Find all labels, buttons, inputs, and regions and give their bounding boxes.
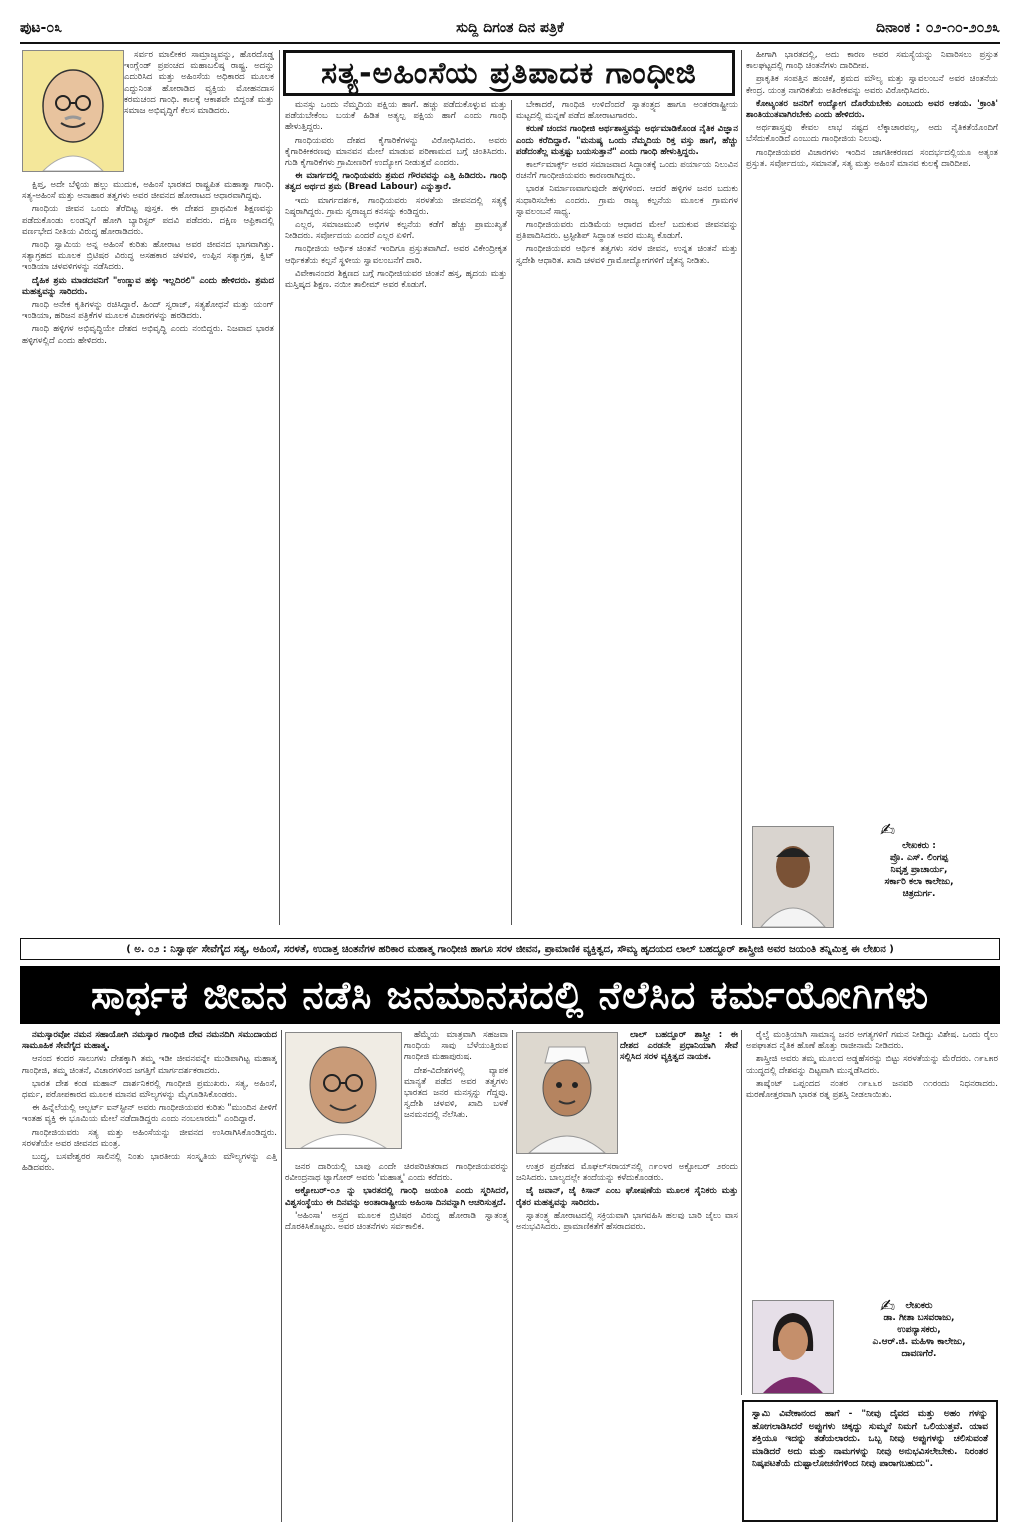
paragraph: ಗಾಂಧೀಜಿಯವರು ಸತ್ಯ ಮತ್ತು ಅಹಿಂಸೆಯನ್ನು ಜೀವನದ ಉಸಿರಾಗಿಸಿಕೊಂಡಿದ್ದರು. ಸರಳತೆಯೇ ಅವರ ಜೀವನದ ಮಂತ್ರ. [22,1127,277,1149]
paragraph: ಗಾಂಧಿಯ ಜೀವನ ಒಂದು ತೆರೆದಿಟ್ಟ ಪುಸ್ತಕ. ಈ ದೇಶದ ಪ್ರಾಥಮಿಕ ಶಿಕ್ಷಣವನ್ನು ಪಡೆದುಕೊಂಡು ಲಂಡನ್ನಿಗೆ ಹೋಗಿ ಬ್ಯಾರಿಸ್ಟರ್ ಪದವಿ ಪಡೆದರು. ದಕ್ಷಿಣ ಆಫ್ರಿಕಾದಲ್ಲಿ ವರ್ಣಭೇದ ನೀತಿಯ ವಿರುದ್ಧ ಹೋರಾಡಿದರು. [22,204,274,237]
author-label: ಲೇಖಕರು [905,1301,933,1311]
article1-col-left [22,180,274,922]
shastri-portrait [516,1032,618,1154]
author1-photo [752,826,834,928]
gandhi-portrait-icon [23,51,123,171]
article1-col-mid [285,100,507,922]
paragraph: ತಾಷ್ಕೆಂಟ್ ಒಪ್ಪಂದದ ನಂತರ ೧೯೬೬ರ ಜನವರಿ ೧೧ರಂದು ನಿಧನರಾದರು. ಮರಣೋತ್ತರವಾಗಿ ಭಾರತ ರತ್ನ ಪ್ರಶಸ್ತಿ ನೀಡಲಾಯಿತು. [746,1078,998,1101]
paragraph: ದೇಶ-ವಿದೇಶಗಳಲ್ಲಿ ವ್ಯಾಪಕ ಮಾನ್ಯತೆ ಪಡೆದ ಅವರ ತತ್ವಗಳು ಭಾರತದ ಜನರ ಮನಸ್ಸನ್ನು ಗೆದ್ದವು. ಸ್ವದೇಶಿ ಚಳವಳಿ, ಖಾದಿ ಬಳಕೆ ಜನಮನದಲ್ಲಿ ನೆಲೆಸಿತು. [404,1065,508,1121]
paragraph: ಅಕ್ಟೋಬರ್-೦೨ ನ್ನು ಭಾರತದಲ್ಲಿ ಗಾಂಧಿ ಜಯಂತಿ ಎಂದು ಸ್ಮರಿಸಿದರೆ, ವಿಶ್ವಸಂಸ್ಥೆಯು ಈ ದಿನವನ್ನು ಅಂತಾರಾಷ್ಟ್ರೀಯ ಅಹಿಂಸಾ ದಿನವನ್ನಾಗಿ ಆಚರಿಸುತ್ತದೆ. [285,1186,509,1208]
paragraph: ಇದು ಮಾರ್ಗದರ್ಶಕ, ಗಾಂಧಿಯವರು ಸರಳತೆಯ ಜೀವನದಲ್ಲಿ ಸತ್ಯಕ್ಕೆ ನಿಷ್ಠರಾಗಿದ್ದರು. ಗ್ರಾಮ ಸ್ವರಾಜ್ಯದ ಕನಸನ್ನು ಕಂಡಿದ್ದರು. [285,195,507,217]
article2-col2 [285,1162,509,1522]
paragraph: ಎಲ್ಲರ, ಸಮಾಜಮುಖಿ ಅಭಿಗಳ ಕಲ್ಪನೆಯ ಕಡೆಗೆ ಹೆಚ್ಚು ಪ್ರಾಮುಖ್ಯತೆ ನೀಡಿದರು. ಸರ್ವೋದಯ ಎಂದರೆ ಎಲ್ಲರ ಏಳಿಗೆ. [285,220,507,242]
article1-col-right-mid [516,100,738,922]
paragraph: ವಿವೇಕಾನಂದರ ಶಿಕ್ಷಣದ ಬಗ್ಗೆ ಗಾಂಧೀಜಿಯವರ ಚಿಂತನೆ ಹಸ್ತ, ಹೃದಯ ಮತ್ತು ಮಸ್ತಿಷ್ಕದ ಶಿಕ್ಷಣ. ನಯೀ ತಾಲೀಮ್ ಅವರ ಕೊಡುಗೆ. [285,268,507,291]
pen-icon: ✍ [880,820,896,841]
paragraph: ಕಾರ್ಲ್‌ಮಾರ್ಕ್ಸ್ ಅವರ ಸಮಾಜವಾದ ಸಿದ್ಧಾಂತಕ್ಕೆ ಒಂದು ಪರ್ಯಾಯ ನಿಲುವಿನ ರಚನೆಗೆ ಗಾಂಧೀಜಿಯವರು ಕಾರಣರಾಗಿದ್ದರು. [516,160,738,182]
author-name: ಪ್ರೊ. ಎಸ್. ಲಿಂಗಪ್ಪ [889,853,949,863]
vivekananda-quote-box: ಸ್ವಾಮಿ ವಿವೇಕಾನಂದ ಹಾಗೆ - "ನೀವು ದೈವದ ಮತ್ತು ಅಹಂ ಗಳನ್ನು ಹೋಗಲಾಡಿಸಿದರೆ ಅಪ್ಪುಗಳು ಚಿಕ್ಕದ್ದು ಸುಮ್ಮನೆ ನಿಮಗೆ ಒಲಿಯುತ್ತವೆ. ಯಾವ ಶಕ್ತಿಯೂ ಇದನ್ನು ತಡೆಯಲಾರದು. ಒಬ್ಬ ನೀವು ಅಪ್ಪುಗಳನ್ನು ಚಲಿಸುವಂತೆ ಮಾಡಿದರೆ ಅದು ಮತ್ತು ನಾಮಗಳನ್ನು ನೀವು ಅನುಭವಿಸಲೇಬೇಕು. ನಿರಂತರ ನಿಷ್ಕಪಟತೆಯೆ ದುಷ್ಟಾಲೋಚನೆಗಳಿಂದ ನೀವು ಪಾರಾಗಬಹುದು". [742,1400,998,1522]
paragraph: ರೈಲ್ವೆ ಮಂತ್ರಿಯಾಗಿ ಸಾಮಾನ್ಯ ಜನರ ಅಗತ್ಯಗಳಿಗೆ ಗಮನ ನೀಡಿದ್ದು ವಿಶೇಷ. ಒಂದು ರೈಲು ಅಪಘಾತದ ನೈತಿಕ ಹೊಣೆ ಹೊತ್ತು ರಾಜೀನಾಮೆ ನೀಡಿದರು. [746,1030,998,1052]
author2-byline [840,1300,998,1360]
paragraph: ಆನಂದ ಕಂದರ ಸಾಲುಗಳು ದೇಶಕ್ಕಾಗಿ ತಮ್ಮ ಇಡೀ ಜೀವನವನ್ನೇ ಮುಡಿಪಾಗಿಟ್ಟ ಮಹಾತ್ಮ ಗಾಂಧೀಜಿ, ತಮ್ಮ ಚಿಂತನೆ, ವಿಚಾರಗಳಿಂದ ಜಗತ್ತಿಗೆ ಮಾರ್ಗದರ್ಶಕರಾದರು. [22,1054,277,1076]
gandhi-portrait-icon [286,1033,401,1148]
column-divider [741,1030,742,1395]
paragraph: ಈ ಹಿನ್ನೆಲೆಯಲ್ಲಿ ಆಲ್ಬರ್ಟ್ ಐನ್‌ಸ್ಟೀನ್ ಅವರು ಗಾಂಧೀಜಿಯವರ ಕುರಿತು "ಮುಂದಿನ ಪೀಳಿಗೆ ಇಂತಹ ವ್ಯಕ್ತಿ ಈ ಭೂಮಿಯ ಮೇಲೆ ನಡೆದಾಡಿದ್ದರು ಎಂದು ನಂಬಲಾರದು" ಎಂದಿದ್ದಾರೆ. [22,1103,277,1125]
paragraph: ಲಾಲ್ ಬಹದ್ದೂರ್ ಶಾಸ್ತ್ರೀ : ಈ ದೇಶದ ಎರಡನೇ ಪ್ರಧಾನಿಯಾಗಿ ಸೇವೆ ಸಲ್ಲಿಸಿದ ಸರಳ ವ್ಯಕ್ತಿತ್ವದ ನಾಯಕ. [620,1030,738,1063]
paragraph: ದೈಹಿಕ ಶ್ರಮ ಮಾಡದವನಿಗೆ "ಉಣ್ಣುವ ಹಕ್ಕು ಇಲ್ಲದಿರಲಿ" ಎಂದು ಹೇಳಿದರು. ಶ್ರಮದ ಮಹತ್ವವನ್ನು ಸಾರಿದರು. [22,275,274,297]
column-divider [511,100,512,925]
article2-headline-banner: ಸಾರ್ಥಕ ಜೀವನ ನಡೆಸಿ ಜನಮಾನಸದಲ್ಲಿ ನೆಲೆಸಿದ ಕರ್ಮಯೋಗಿಗಳು [20,966,1000,1024]
paragraph: ಈ ಮಾರ್ಗದಲ್ಲಿ ಗಾಂಧಿಯವರು ಶ್ರಮದ ಗೌರವವನ್ನು ಎತ್ತಿ ಹಿಡಿದರು. ಗಾಂಧಿ ತತ್ವದ ಅರ್ಥದ ಶ್ರಮ (Bread Labour) ಎನ್ನುತ್ತಾರೆ. [285,171,507,193]
author-label: ಲೇಖಕರು : [902,841,936,851]
article2-subtitle-strip: ( ಅ. ೦೨ : ನಿಸ್ವಾರ್ಥ ಸೇವೆಗೈದ ಸತ್ಯ, ಅಹಿಂಸೆ, ಸರಳತೆ, ಉದಾತ್ತ ಚಿಂತನೆಗಳ ಹರಿಕಾರ ಮಹಾತ್ಮ ಗಾಂಧೀಜಿ ಹಾಗೂ ಸರಳ ಜೀವನ, ಪ್ರಾಮಾಣಿಕ ವ್ಯಕ್ತಿತ್ವದ, ಸೌಮ್ಯ ಹೃದಯದ ಲಾಲ್ ಬಹದ್ದೂರ್ ಶಾಸ್ತ್ರೀಜಿ ಅವರ ಜಯಂತಿ ತನ್ನಿಮಿತ್ತ ಈ ಲೇಖನ ) [20,938,1000,960]
article2-col3 [620,1030,738,1160]
paragraph: ಭಾರತ ನಿರ್ಮಾಣವಾಗುವುದೇ ಹಳ್ಳಿಗಳಿಂದ. ಆದರೆ ಹಳ್ಳಿಗಳ ಜನರ ಬದುಕು ಸುಧಾರಿಸಬೇಕು ಎಂದರು. ಗ್ರಾಮ ರಾಜ್ಯ ಕಲ್ಪನೆಯ ಮೂಲಕ ಗ್ರಾಮಗಳ ಸ್ವಾವಲಂಬನೆ ಸಾಧ್ಯ. [516,184,738,217]
paragraph: ಗಾಂಧೀಜಿಯ ಆರ್ಥಿಕ ಚಿಂತನೆ ಇಂದಿಗೂ ಪ್ರಸ್ತುತವಾಗಿದೆ. ಅವರ ವಿಕೇಂದ್ರೀಕೃತ ಆರ್ಥಿಕತೆಯ ಕಲ್ಪನೆ ಸ್ಥಳೀಯ ಸ್ವಾವಲಂಬನೆಗೆ ದಾರಿ. [285,244,507,266]
paragraph: ಕೋಟ್ಯಂತರ ಜನರಿಗೆ ಉದ್ಯೋಗ ದೊರೆಯಬೇಕು ಎಂಬುದು ಅವರ ಆಶಯ. 'ಕ್ರಾಂತಿ' ಶಾಂತಿಯುತವಾಗಿರಬೇಕು ಎಂದು ಹೇಳಿದರು. [746,98,998,121]
pen-icon: ✍ [880,1296,896,1317]
paragraph: ಜೈ ಜವಾನ್, ಜೈ ಕಿಸಾನ್ ಎಂಬ ಘೋಷಣೆಯ ಮೂಲಕ ಸೈನಿಕರು ಮತ್ತು ರೈತರ ಮಹತ್ವವನ್ನು ಸಾರಿದರು. [516,1186,738,1208]
column-divider [741,50,742,925]
author-college: ಎ.ಆರ್.ಜಿ. ಮಹಿಳಾ ಕಾಲೇಜು, [872,1337,966,1347]
page-header [20,14,1000,44]
paragraph: ಗಾಂಧೀಜಿಯವರ ಆರ್ಥಿಕ ತತ್ವಗಳು ಸರಳ ಜೀವನ, ಉನ್ನತ ಚಿಂತನೆ ಮತ್ತು ಸ್ವದೇಶಿ ಆಧಾರಿತ. ಖಾದಿ ಚಳವಳಿ ಗ್ರಾಮೋದ್ಯೋಗಗಳಿಗೆ ಚೈತನ್ಯ ನೀಡಿತು. [516,244,738,266]
paragraph: ಜನರ ದಾರಿಯಲ್ಲಿ ಬಾಪು ಎಂದೇ ಚಿರಪರಿಚಿತರಾದ ಗಾಂಧೀಜಿಯವರನ್ನು ರವೀಂದ್ರನಾಥ ಟ್ಯಾಗೋರ್ ಅವರು 'ಮಹಾತ್ಮ' ಎಂದು ಕರೆದರು. [285,1162,509,1184]
paragraph: ಹೀಗಾಗಿ ಭಾರತದಲ್ಲಿ, ಅದು ಕಾರಣ ಅವರ ಸಮಸ್ಯೆಯನ್ನು ನಿವಾರಿಸಲು ಪ್ರಸ್ತುತ ಕಾಲಘಟ್ಟದಲ್ಲಿ ಗಾಂಧಿ ಚಿಂತನೆಗಳು ದಾರಿದೀಪ. [746,50,998,72]
paragraph: ಗಾಂಧಿ ಹಳ್ಳಿಗಳ ಅಭಿವೃದ್ಧಿಯೇ ದೇಶದ ಅಭಿವೃದ್ಧಿ ಎಂದು ನಂಬಿದ್ದರು. ನಿಜವಾದ ಭಾರತ ಹಳ್ಳಿಗಳಲ್ಲಿದೆ ಎಂದು ಹೇಳಿದರು. [22,324,274,346]
article1-col-far-right [746,50,998,820]
article2-col1 [22,1030,277,1522]
paragraph: ಹೆಮ್ಮೆಯ ಮಾತ್ರವಾಗಿ ಸಹಜವಾ ಗಾಂಧಿಯ ಸಾವು ಬೆಳೆಯುತ್ತಿರುವ ಗಾಂಧೀಜಿ ಮಹಾಪುರುಷ. [404,1030,508,1063]
gandhi-portrait-top [22,50,124,172]
page-date: ದಿನಾಂಕ : ೦೨-೧೦-೨೦೨೩ [876,20,1000,36]
paragraph: ಕರುಣೆ ಚಂದನ ಗಾಂಧೀಜಿ ಅರ್ಥಶಾಸ್ತ್ರವನ್ನು ಅರ್ಥಮಾಡಿಕೊಂಡ ನೈತಿಕ ವಿಜ್ಞಾನ ಎಂದು ಕರೆದಿದ್ದಾರೆ. "ಮನುಷ್ಯ ಒಂದು ನೆಮ್ಮದಿಯ ರಿಕ್ತ ವಸ್ತು ಹಾಗೆ, ಹೆಚ್ಚು ಪಡೆದಂತೆಲ್ಲ ಮತ್ತಷ್ಟು ಬಯಸುತ್ತಾನೆ" ಎಂದು ಗಾಂಧಿ ಹೇಳುತ್ತಿದ್ದರು. [516,124,738,157]
paragraph: ಗಾಂಧಿ ಸ್ವಾಮಿಯ ಅನ್ನ ಅಹಿಂಸೆ ಕುರಿತು ಹೋರಾಟ ಅವರ ಜೀವನದ ಭಾಗವಾಗಿತ್ತು. ಸತ್ಯಾಗ್ರಹದ ಮೂಲಕ ಬ್ರಿಟಿಷರ ವಿರುದ್ಧ ಅಸಹಕಾರ ಚಳವಳಿ, ಉಪ್ಪಿನ ಸತ್ಯಾಗ್ರಹ, ಕ್ವಿಟ್ ಇಂಡಿಯಾ ಚಳವಳಿಗಳನ್ನು ನಡೆಸಿದರು. [22,240,274,273]
paragraph: ಕ್ಷಿಪ್ತ, ಅದೇ ಬೆಳ್ಳಿಯ ಹಲ್ಲು ಮುದುಕ, ಅಹಿಂಸೆ ಭಾರತದ ರಾಷ್ಟ್ರಪಿತ ಮಹಾತ್ಮಾ ಗಾಂಧಿ. ಸತ್ಯ-ಅಹಿಂಸೆ ಮತ್ತು ಅನಾಹಾರ ತತ್ವಗಳು ಅವರ ಜೀವನದ ಹೋರಾಟದ ಆಧಾರವಾಗಿದ್ದವು. [22,180,274,202]
paragraph: ಗಾಂಧೀಜಿಯವರ ವಿಚಾರಗಳು ಇಂದಿನ ಜಾಗತೀಕರಣದ ಸಂದರ್ಭದಲ್ಲಿಯೂ ಅತ್ಯಂತ ಪ್ರಸ್ತುತ. ಸರ್ವೋದಯ, ಸಮಾನತೆ, ಸತ್ಯ ಮತ್ತು ಅಹಿಂಸೆ ಮಾನವ ಕುಲಕ್ಕೆ ದಾರಿದೀಪ. [746,147,998,169]
article2-col4 [746,1030,998,1292]
author-name: ಡಾ. ಗೀತಾ ಬಸವರಾಜು, [883,1313,955,1323]
author-city: ದಾವಣಗೆರೆ. [901,1349,937,1359]
paragraph: ಪ್ರಾಕೃತಿಕ ಸಂಪತ್ತಿನ ಹಂಚಿಕೆ, ಶ್ರಮದ ಮೌಲ್ಯ ಮತ್ತು ಸ್ವಾವಲಂಬನೆ ಅವರ ಚಿಂತನೆಯ ಕೇಂದ್ರ. ಯಂತ್ರ ನಾಗರಿಕತೆಯ ಅತಿರೇಕವನ್ನು ಅವರು ವಿರೋಧಿಸಿದರು. [746,74,998,96]
paragraph: 'ಅಹಿಂಸಾ' ಅಸ್ತ್ರದ ಮೂಲಕ ಬ್ರಿಟಿಷರ ವಿರುದ್ಧ ಹೋರಾಡಿ ಸ್ವಾತಂತ್ರ್ಯ ದೊರಕಿಸಿಕೊಟ್ಟರು. ಅವರ ಚಿಂತನೆಗಳು ಸರ್ವಕಾಲಿಕ. [285,1210,509,1233]
page-number: ಪುಟ-೦೩ [20,20,63,36]
column-divider [512,1030,513,1522]
author-portrait-icon [753,1301,833,1393]
paragraph: ಸರ್ವರ ಮಾಲೀಕರ ಸಾಮ್ರಾಜ್ಯವನ್ನು, ಹೊರದೊಡ್ಡ ಇಂಗ್ಲೆಂಡ್ ಪ್ರಪಂಚದ ಮಹಾಬಲಿಷ್ಠ ರಾಷ್ಟ್ರ. ಅದನ್ನು ಎದುರಿಸಿದ ಮತ್ತು ಅಹಿಂಸೆಯ ಅಧಿಕಾರದ ಮೂಲಕ ಎದ್ದುನಿಂತ ಹೋರಾಡಿದ ವ್ಯಕ್ತಿಯ ಮೋಹನದಾಸ ಕರಮಚಂದ ಗಾಂಧಿ. ಕಾಲಕ್ಕೆ ಆಕಾಶವೇ ಬಿದ್ದಂತೆ ಮತ್ತು ಸಮಾಜ ಅಭಿವೃದ್ಧಿಗೆ ಕೆಲಸ ಮಾಡಿದರು. [124,50,274,117]
author-role: ನಿವೃತ್ತ ಪ್ರಾಚಾರ್ಯ, [890,865,948,875]
article2-col2-top [404,1030,508,1160]
gandhi-portrait-bottom [285,1032,402,1149]
paragraph: ಗಾಂಧಿ ಅನೇಕ ಕೃತಿಗಳನ್ನು ರಚಿಸಿದ್ದಾರೆ. ಹಿಂದ್ ಸ್ವರಾಜ್, ಸತ್ಯಶೋಧನೆ ಮತ್ತು ಯಂಗ್ ಇಂಡಿಯಾ, ಹರಿಜನ ಪತ್ರಿಕೆಗಳ ಮೂಲಕ ವಿಚಾರಗಳನ್ನು ಹರಡಿದರು. [22,300,274,322]
paragraph: ಬೇಕಾದರೆ, ಗಾಂಧಿಜಿ ಉಳಿದೆಂದರೆ ಸ್ವಾತಂತ್ರ್ಯದ ಹಾಗೂ ಅಂತರರಾಷ್ಟ್ರೀಯ ಮಟ್ಟದಲ್ಲಿ ಮನ್ನಣೆ ಪಡೆದ ಹೋರಾಟಗಾರರು. [516,100,738,122]
paragraph: ಗಾಂಧೀಜಿಯವರು ದುಡಿಮೆಯ ಆಧಾರದ ಮೇಲೆ ಬದುಕುವ ಜೀವನವನ್ನು ಪ್ರತಿಪಾದಿಸಿದರು. ಟ್ರಸ್ಟೀಶಿಪ್ ಸಿದ್ಧಾಂತ ಅವರ ಮುಖ್ಯ ಕೊಡುಗೆ. [516,220,738,242]
author-portrait-icon [753,827,833,927]
column-divider [281,1030,282,1522]
article2-col3-body [516,1162,738,1522]
paragraph: ಭಾರತ ದೇಶ ಕಂಡ ಮಹಾನ್ ದಾರ್ಶನಿಕರಲ್ಲಿ ಗಾಂಧೀಜಿ ಪ್ರಮುಖರು. ಸತ್ಯ, ಅಹಿಂಸೆ, ಧರ್ಮ, ಪರೋಪಕಾರದ ಮೂಲಕ ಮಾನವ ಮೌಲ್ಯಗಳನ್ನು ಮೈಗೂಡಿಸಿಕೊಂಡರು. [22,1078,277,1101]
author2-photo [752,1300,834,1394]
author1-byline [840,840,998,900]
paragraph: ಮನಸ್ಸು ಒಂದು ನೆಮ್ಮದಿಯ ಪಕ್ಷಿಯ ಹಾಗೆ. ಹಚ್ಚು ಪಡೆದುಕೊಳ್ಳುವ ಮತ್ತು ಪಡೆಯಬೇಕೆಂಬ ಬಯಕೆ ಹಿಡಿತ ಅತ್ಯಲ್ಪ ಪಕ್ಷಿಯ ಹಾಗೆ ಎಂದು ಗಾಂಧಿ ಹೇಳುತ್ತಿದ್ದರು. [285,100,507,133]
author-city: ಚಿತ್ರದುರ್ಗ. [902,889,936,899]
author-college: ಸರ್ಕಾರಿ ಕಲಾ ಕಾಲೇಜು, [884,877,954,887]
paragraph: ನಮಸ್ಕಾರವೋ ನಮನ ಸಹಾಯೋಗಿ ನಮಸ್ಕಾರ ಗಾಂಧಿಜಿ ದೇವ ನಮನದಿಗಿ ಸಮುದಾಯದ ಸಾಮೂಹಿಕ ಸೇವೆಗೈದ ಮಹಾತ್ಮ. [22,1030,277,1052]
paragraph: ಅರ್ಥಶಾಸ್ತ್ರವು ಕೇವಲ ಲಾಭ ನಷ್ಟದ ಲೆಕ್ಕಾಚಾರವಲ್ಲ, ಅದು ನೈತಿಕತೆಯೊಂದಿಗೆ ಬೆಸೆದುಕೊಂಡಿದೆ ಎಂಬುದು ಗಾಂಧೀಜಿಯ ನಿಲುವು. [746,123,998,145]
paragraph: ಬುದ್ಧ, ಬಸವೇಶ್ವರರ ಸಾಲಿನಲ್ಲಿ ನಿಂತು ಭಾರತೀಯ ಸಂಸ್ಕೃತಿಯ ಮೌಲ್ಯಗಳನ್ನು ಎತ್ತಿ ಹಿಡಿದವರು. [22,1152,277,1174]
paragraph: ಉತ್ತರ ಪ್ರದೇಶದ ಮೊಘಲ್‌ಸರಾಯ್‌ನಲ್ಲಿ ೧೯೦೪ರ ಅಕ್ಟೋಬರ್ ೨ರಂದು ಜನಿಸಿದರು. ಬಾಲ್ಯದಲ್ಲೇ ತಂದೆಯನ್ನು ಕಳೆದುಕೊಂಡರು. [516,1162,738,1184]
paragraph: ಶಾಸ್ತ್ರೀಜಿ ಅವರು ತಮ್ಮ ಮೂಲದ ಅಡ್ಡಹೆಸರನ್ನು ಬಿಟ್ಟು ಸರಳತೆಯನ್ನು ಮೆರೆದರು. ೧೯೬೫ರ ಯುದ್ಧದಲ್ಲಿ ದೇಶವನ್ನು ದಿಟ್ಟವಾಗಿ ಮುನ್ನಡೆಸಿದರು. [746,1054,998,1076]
column-divider [279,50,280,925]
newspaper-name: ಸುದ್ದಿ ದಿಗಂತ ದಿನ ಪತ್ರಿಕೆ [456,20,564,36]
article1-col-left-top [124,50,274,178]
author-role: ಉಪನ್ಯಾಸಕರು, [897,1325,941,1335]
shastri-portrait-icon [517,1033,617,1153]
paragraph: ಗಾಂಧಿಯವರು ದೇಶದ ಕೈಗಾರಿಕೆಗಳನ್ನು ವಿರೋಧಿಸಿದರು. ಅವರು ಕೈಗಾರಿಕೀಕರಣವು ಮಾನವನ ಮೇಲೆ ಮಾಡುವ ಪರಿಣಾಮದ ಬಗ್ಗೆ ಚಿಂತಿಸಿದರು. ಗುಡಿ ಕೈಗಾರಿಕೆಗಳು ಗ್ರಾಮೀಣರಿಗೆ ಉದ್ಯೋಗ ನೀಡುತ್ತವೆ ಎಂದರು. [285,135,507,169]
article1-headline: ಸತ್ಯ-ಅಹಿಂಸೆಯ ಪ್ರತಿಪಾದಕ ಗಾಂಧೀಜಿ [283,50,735,96]
paragraph: ಸ್ವಾತಂತ್ರ್ಯ ಹೋರಾಟದಲ್ಲಿ ಸಕ್ರಿಯವಾಗಿ ಭಾಗವಹಿಸಿ ಹಲವು ಬಾರಿ ಜೈಲು ವಾಸ ಅನುಭವಿಸಿದರು. ಪ್ರಾಮಾಣಿಕತೆಗೆ ಹೆಸರಾದವರು. [516,1210,738,1233]
